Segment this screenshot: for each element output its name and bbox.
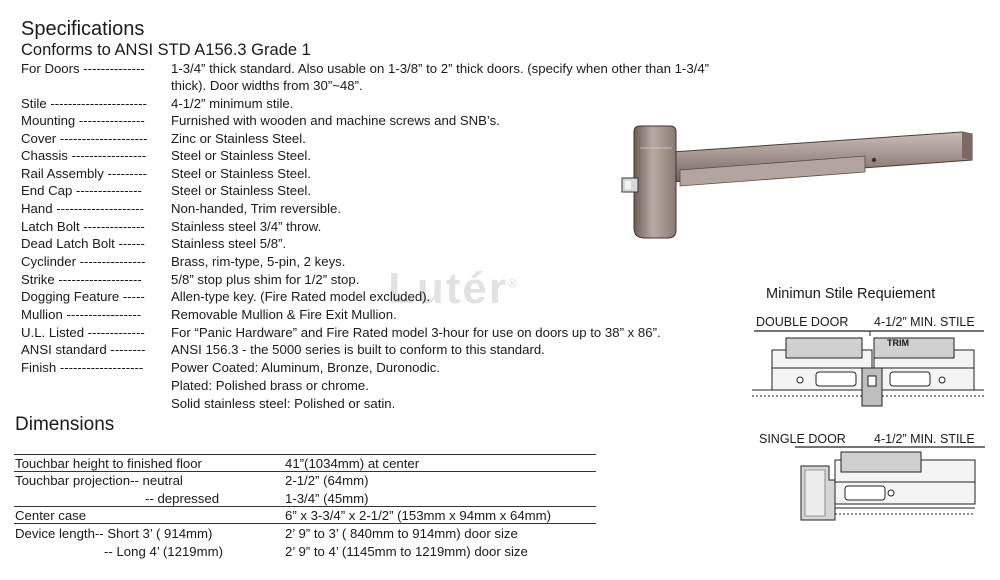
spec-label: Strike ------------------- (21, 272, 142, 287)
exit-device-image (610, 118, 980, 243)
spec-value: Allen-type key. (Fire Rated model excluded). (171, 289, 431, 304)
spec-value: Brass, rim-type, 5-pin, 2 keys. (171, 254, 346, 269)
dimensions-title: Dimensions (15, 414, 115, 435)
dim-label: -- depressed (145, 491, 220, 506)
spec-row-ansi-standard (21, 341, 545, 358)
spec-value: Furnished with wooden and machine screws and SNB’s. (171, 113, 500, 128)
spec-value: Non-handed, Trim reversible. (171, 201, 342, 216)
page-subtitle: Conforms to ANSI STD A156.3 Grade 1 (21, 41, 311, 59)
spec-label: U.L. Listed ------------- (21, 325, 145, 340)
spec-row-mounting (21, 112, 500, 129)
spec-label: Rail Assembly --------- (21, 166, 148, 181)
spec-label: Mullion ----------------- (21, 307, 142, 322)
double-door-label: DOUBLE DOOR (756, 315, 849, 329)
spec-value: 5/8” stop plus shim for 1/2” stop. (171, 272, 360, 287)
stile-diagram-title: Minimun Stile Requiement (766, 286, 936, 302)
spec-label: Latch Bolt -------------- (21, 219, 145, 234)
dim-label: Device length-- Short 3’ ( 914mm) (15, 526, 213, 541)
spec-row-ul-listed (21, 324, 661, 341)
dim-label: Touchbar height to finished floor (15, 456, 202, 471)
spec-continuation: Plated: Polished brass or chrome. (171, 378, 369, 393)
spec-row-dead-latch-bolt (21, 235, 287, 252)
spec-value: 1-3/4” thick standard. Also usable on 1-3/8” to 2” thick doors. (specify when other than 1-3/4” (171, 61, 710, 76)
dim-label: Touchbar projection-- neutral (15, 473, 183, 488)
spec-row-strike (21, 271, 360, 288)
page-title: Specifications (21, 18, 145, 40)
spec-row-dogging-feature (21, 288, 431, 305)
spec-value: Steel or Stainless Steel. (171, 166, 312, 181)
dim-value: 41”(1034mm) at center (285, 456, 420, 471)
spec-value: ANSI 156.3 - the 5000 series is built to conform to this standard. (171, 342, 545, 357)
trim-label: TRIM (887, 338, 909, 348)
dim-value: 2’ 9” to 3’ ( 840mm to 914mm) door size (285, 526, 518, 541)
spec-value: Steel or Stainless Steel. (171, 148, 312, 163)
spec-value: For “Panic Hardware” and Fire Rated model 3-hour for use on doors up to 38” x 86”. (171, 325, 661, 340)
dim-value: 2’ 9” to 4’ (1145mm to 1219mm) door size (285, 544, 528, 559)
spec-row-end-cap (21, 182, 312, 199)
spec-label: Chassis ----------------- (21, 148, 147, 163)
spec-label: Stile ---------------------- (21, 96, 147, 111)
spec-label: Cover -------------------- (21, 131, 148, 146)
spec-row-stile (21, 95, 294, 112)
spec-label: Hand -------------------- (21, 201, 145, 216)
double-door-min-stile: 4-1/2” MIN. STILE (874, 315, 975, 329)
spec-value: Zinc or Stainless Steel. (171, 131, 306, 146)
spec-row-hand (21, 200, 342, 217)
spec-value: 4-1/2” minimum stile. (171, 96, 294, 111)
spec-label: End Cap --------------- (21, 183, 142, 198)
spec-row-mullion (21, 306, 397, 323)
spec-label: ANSI standard -------- (21, 342, 146, 357)
spec-value: Steel or Stainless Steel. (171, 183, 312, 198)
spec-value: Stainless steel 5/8”. (171, 236, 287, 251)
spec-label: Mounting --------------- (21, 113, 145, 128)
spec-row-chassis (21, 147, 312, 164)
dim-value: 2-1/2” (64mm) (285, 473, 369, 488)
single-door-label: SINGLE DOOR (759, 432, 846, 446)
spec-value: Stainless steel 3/4” throw. (171, 219, 322, 234)
spec-continuation: thick). Door widths from 30”~48”. (171, 78, 363, 93)
spec-row-finish (21, 359, 441, 376)
spec-row-rail-assembly (21, 165, 312, 182)
dim-label: -- Long 4’ (1219mm) (104, 544, 223, 559)
watermark-logo: Lutér® (388, 264, 519, 313)
spec-row-cover (21, 130, 306, 147)
spec-label: Finish ------------------- (21, 360, 144, 375)
spec-row-cylinder (21, 253, 346, 270)
spec-continuation: Solid stainless steel: Polished or satin. (171, 396, 396, 411)
spec-label: For Doors -------------- (21, 61, 145, 76)
spec-row-doors (21, 60, 710, 77)
dim-value: 1-3/4” (45mm) (285, 491, 369, 506)
spec-label: Dogging Feature ----- (21, 289, 145, 304)
single-door-min-stile: 4-1/2” MIN. STILE (874, 432, 975, 446)
dim-value: 6” x 3-3/4” x 2-1/2” (153mm x 94mm x 64mm) (285, 508, 552, 523)
single-door-diagram (795, 446, 985, 530)
spec-row-latch-bolt (21, 218, 322, 235)
spec-label: Dead Latch Bolt ------ (21, 236, 145, 251)
double-door-diagram (752, 330, 984, 414)
spec-value: Power Coated: Aluminum, Bronze, Duronodic. (171, 360, 441, 375)
spec-label: Cyclinder --------------- (21, 254, 146, 269)
dim-label: Center case (15, 508, 87, 523)
spec-value: Removable Mullion & Fire Exit Mullion. (171, 307, 397, 322)
